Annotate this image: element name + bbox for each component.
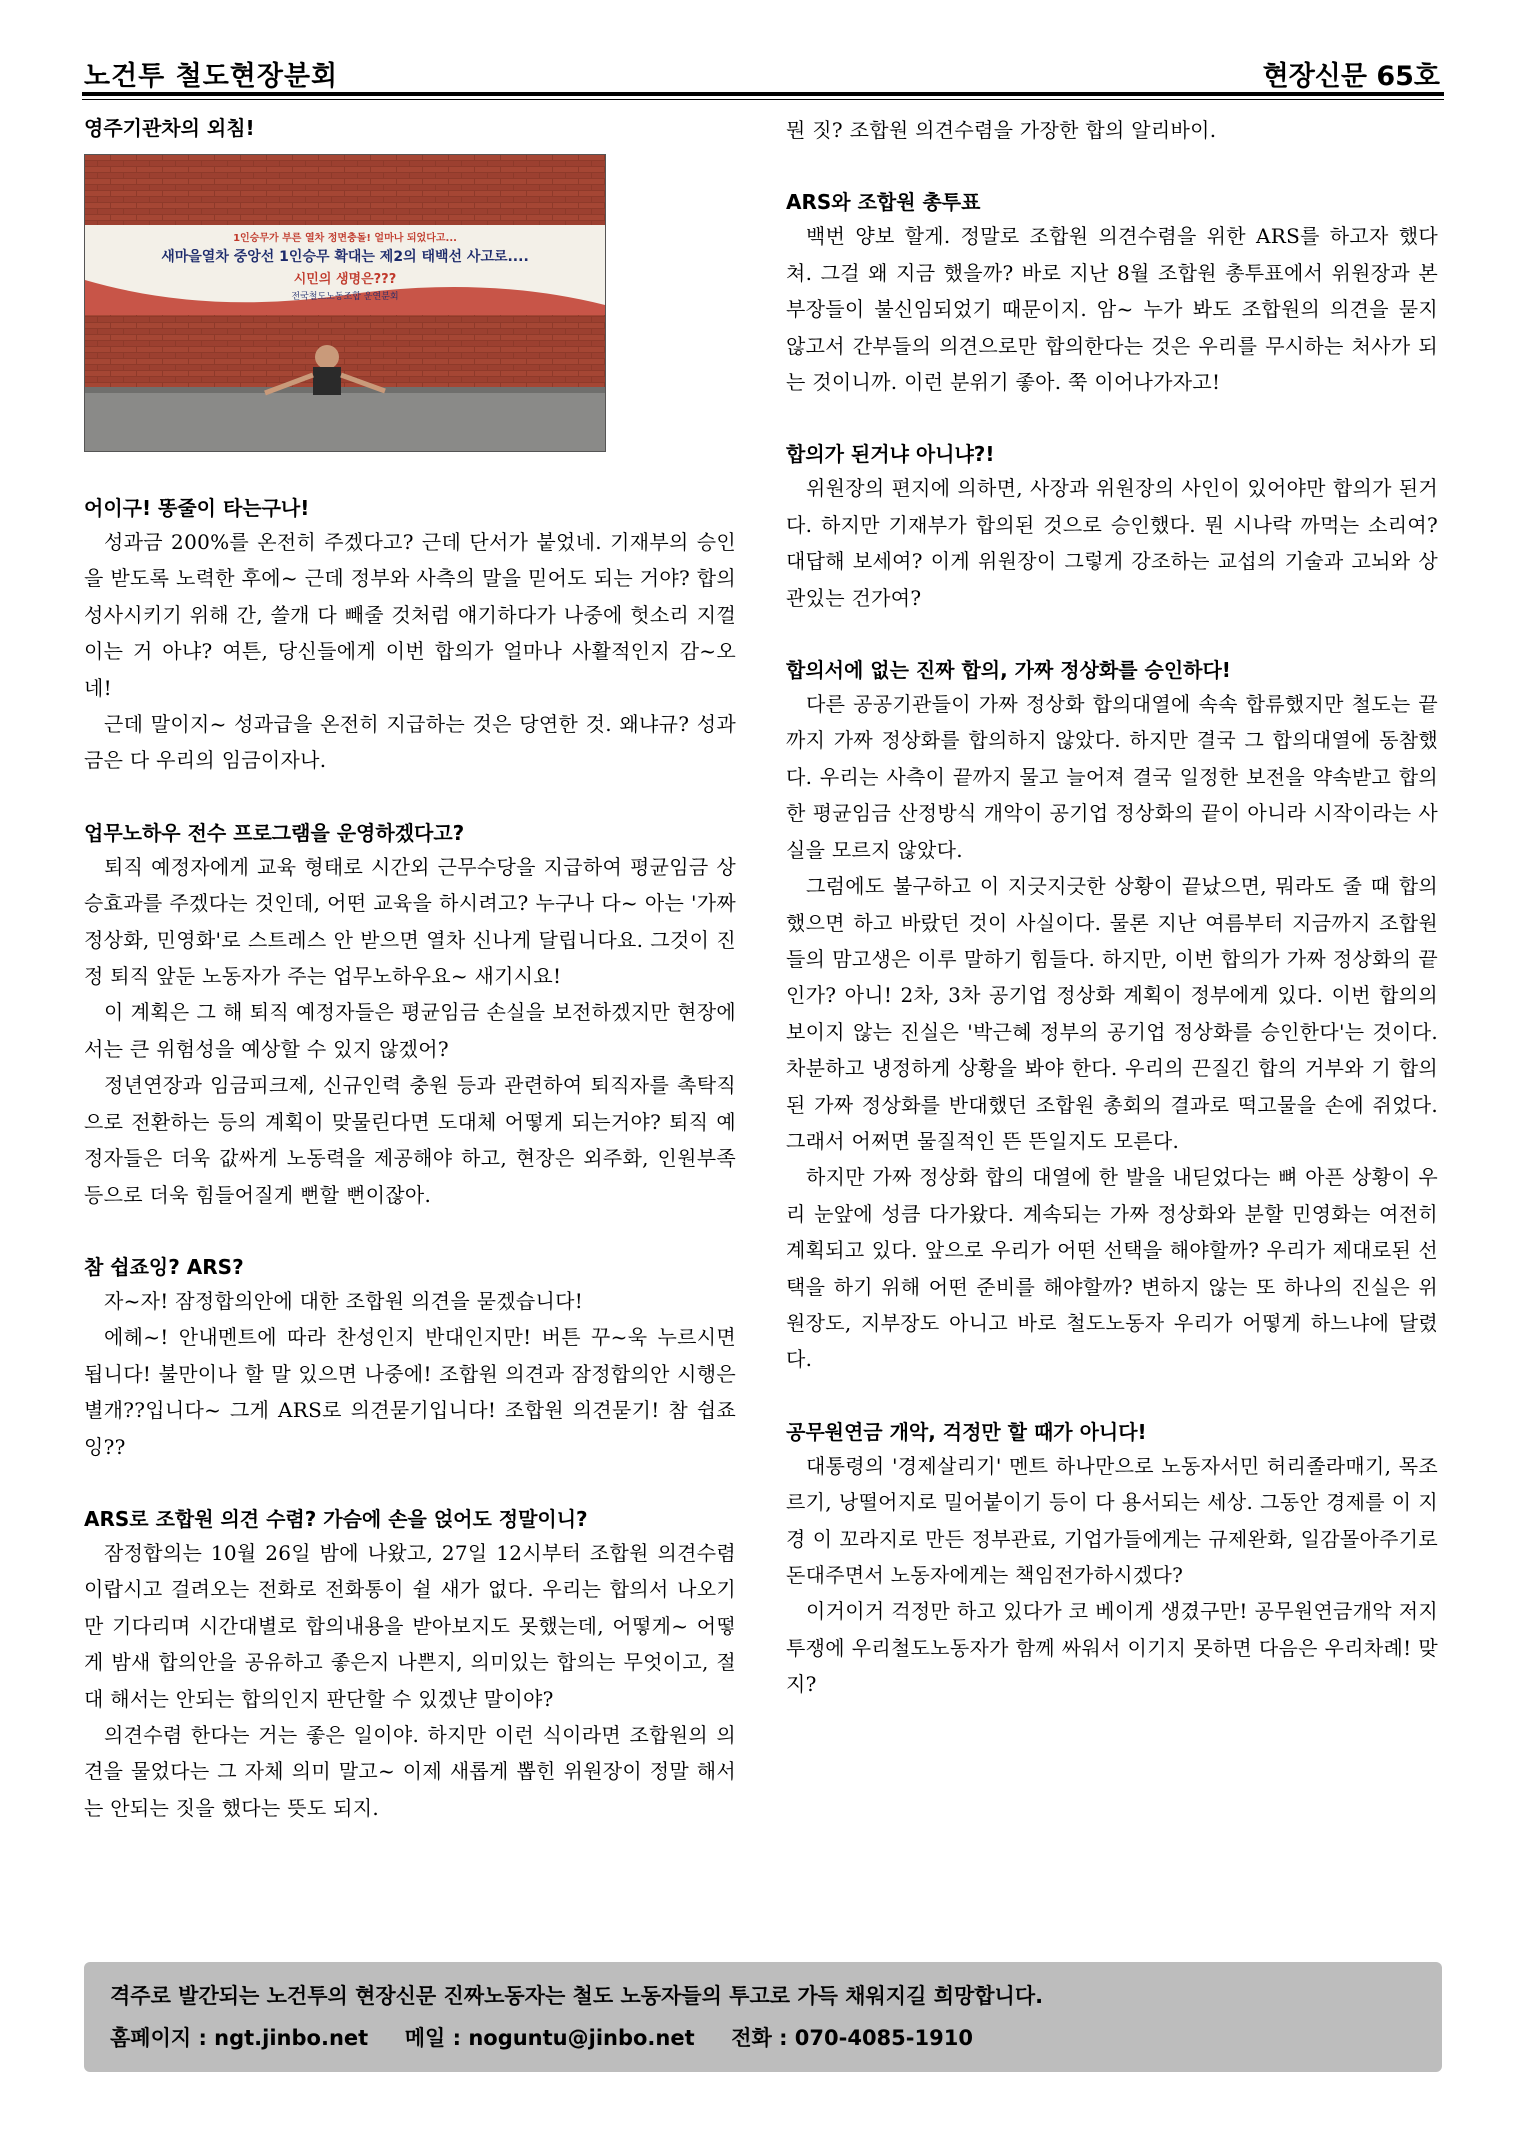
article-title: 어이구! 똥줄이 타는구나!: [84, 496, 310, 520]
article-pension: [786, 1416, 1438, 1703]
paragraph: 에헤~! 안내멘트에 따라 찬성인지 반대인지만! 버튼 꾸~욱 누르시면 됩니다! 불만이나 할 말 있으면 나중에! 조합원 의견과 잠정합의안 시행은 별개??입니다~ 그게 ARS로 의견묻기입니다! 조합원 의견묻기! 참 쉽죠잉??: [84, 1325, 736, 1459]
issue-number: 현장신문 65호: [1262, 61, 1440, 92]
footer-contact: 홈페이지 : ngt.jinbo.net 메일 : noguntu@jinbo.net 전화 : 070-4085-1910: [110, 2026, 973, 2050]
paragraph: 대통령의 '경제살리기' 멘트 하나만으로 노동자서민 허리졸라매기, 목조르기, 낭떨어지로 밀어붙이기 등이 다 용서되는 세상. 그동안 경제를 이 지경 이 꼬라지로 만든 정부관료, 기업가들에게는 규제완화, 일감몰아주기로 돈대주면서 노동자에게는 책임전가하시겠다?: [786, 1453, 1438, 1587]
footer-box: [84, 1962, 1442, 2072]
article-knowhow: [84, 817, 736, 1213]
article-ars-easy: [84, 1251, 736, 1465]
banner-org: 전국철도노동조합 운연분회: [291, 292, 399, 302]
article-title: ARS와 조합원 총투표: [786, 190, 981, 215]
left-column: [84, 112, 736, 1942]
paragraph: 의견수렴 한다는 거는 좋은 일이야. 하지만 이런 식이라면 조합원의 의견을 물었다는 그 자체 의미 말고~ 이제 새롭게 뽑힌 위원장이 정말 해서는 안되는 짓을 했다는 뜻도 되지.: [84, 1722, 736, 1820]
article-title: 합의가 된거냐 아니냐?!: [786, 442, 995, 467]
article-title: 참 쉽죠잉? ARS?: [84, 1254, 244, 1279]
article-ars-opinion: [84, 1503, 736, 1826]
article-agreement: [786, 438, 1438, 616]
article-bonus: [84, 492, 736, 779]
paragraph: 이 계획은 그 해 퇴직 예정자들은 평균임금 손실을 보전하겠지만 현장에서는 큰 위험성을 예상할 수 있지 않겠어?: [84, 1000, 736, 1061]
paragraph: 성과금 200%를 온전히 주겠다고? 근데 단서가 붙었네. 기재부의 승인을 받도록 노력한 후에~ 근데 정부와 사측의 말을 믿어도 되는 거야? 합의 성사시키기 위해 간, 쓸개 다 빼줄 것처럼 얘기하다가 나중에 헛소리 지껄이는 거 아냐? 여튼, 당신들에게 이번 합의가 얼마나 사활적인지 감~오네!: [84, 530, 736, 700]
paragraph: 뭔 짓? 조합원 의견수렴을 가장한 합의 알리바이.: [786, 118, 1217, 142]
banner-line-2: 새마을열차 중앙선 1인승무 확대는 제2의 태백선 사고로....: [161, 249, 529, 265]
paragraph: 자~자! 잠정합의안에 대한 조합원 의견을 묻겠습니다!: [104, 1288, 584, 1313]
paragraph: 근데 말이지~ 성과급을 온전히 지급하는 것은 당연한 것. 왜냐규? 성과금은 다 우리의 임금이자나.: [84, 712, 736, 773]
paragraph: 잠정합의는 10월 26일 밤에 나왔고, 27일 12시부터 조합원 의견수렴이랍시고 걸려오는 전화로 전화통이 쉴 새가 없다. 우리는 합의서 나오기만 기다리며 시간대별로 합의내용을 받아보지도 못했는데, 어떻게~ 어떻게 밤새 합의안을 공유하고 좋은지 나쁜지, 의미있는 합의는 무엇이고, 절대 해서는 안되는 합의인지 판단할 수 있겠냔 말이야?: [84, 1540, 736, 1711]
newsletter-org-name: 노건투 철도현장분회: [84, 61, 339, 92]
paragraph: 다른 공공기관들이 가짜 정상화 합의대열에 속속 합류했지만 철도는 끝까지 가짜 정상화를 합의하지 않았다. 하지만 결국 그 합의대열에 동참했다. 우리는 사측이 끝까지 물고 늘어져 결국 일정한 보전을 약속받고 합의한 평균임금 산정방식 개악이 공기업 정상화의 끝이 아니라 시작이라는 사실을 모르지 않았다.: [786, 692, 1438, 862]
article-continued: [786, 112, 1438, 148]
paragraph: 위원장의 편지에 의하면, 사장과 위원장의 사인이 있어야만 합의가 된거다. 하지만 기재부가 합의된 것으로 승인했다. 뭔 시나락 까먹는 소리여? 대답해 보세여? 이게 위원장이 그렇게 강조하는 교섭의 기술과 고뇌와 상관있는 건가여?: [786, 476, 1438, 610]
paragraph: 그럼에도 불구하고 이 지긋지긋한 상황이 끝났으면, 뭐라도 줄 때 합의했으면 하고 바랐던 것이 사실이다. 물론 지난 여름부터 지금까지 조합원들의 맘고생은 이루 말하기 힘들다. 하지만, 이번 합의가 가짜 정상화의 끝인가? 아니! 2차, 3차 공기업 정상화 계획이 정부에게 있다. 이번 합의의 보이지 않는 진실은 '박근혜 정부의 공기업 정상화를 승인한다'는 것이다. 차분하고 냉정하게 상황을 봐야 한다. 우리의 끈질긴 합의 거부와 기 합의된 가짜 정상화를 반대했던 조합원 총회의 결과로 떡고물을 손에 쥐었다. 그래서 어쩌면 물질적인 뜬 뜬일지도 모른다.: [786, 874, 1438, 1153]
banner-line-1: 1인승무가 부른 열차 정면충돌! 얼마나 되었다고...: [233, 233, 457, 244]
article-title: 공무원연금 개악, 걱정만 할 때가 아니다!: [786, 1419, 1147, 1444]
paragraph: 이거이거 걱정만 하고 있다가 코 베이게 생겼구만! 공무원연금개악 저지투쟁에 우리철도노동자가 함께 싸워서 이기지 못하면 다음은 우리차례! 맞지?: [786, 1599, 1438, 1697]
paragraph: 하지만 가짜 정상화 합의 대열에 한 발을 내딛었다는 뼈 아픈 상황이 우리 눈앞에 성큼 다가왔다. 계속되는 가짜 정상화와 분할 민영화는 여전히 계획되고 있다. 앞으로 우리가 어떤 선택을 해야할까? 우리가 제대로된 선택을 하기 위해 어떤 준비를 해야할까? 변하지 않는 또 하나의 진실은 위원장도, 지부장도 아니고 바로 철도노동자 우리가 어떻게 하느냐에 달렸다.: [786, 1165, 1438, 1372]
article-title: 영주기관차의 외침!: [84, 116, 255, 140]
header-rule-thick: [82, 92, 1444, 96]
right-column: [786, 112, 1438, 1942]
article-yeongju: [84, 112, 736, 144]
protest-banner: [85, 225, 605, 315]
article-title: 업무노하우 전수 프로그램을 운영하겠다고?: [84, 820, 465, 845]
protest-photo: [84, 154, 606, 452]
paragraph: 백번 양보 할게. 정말로 조합원 의견수렴을 위한 ARS를 하고자 했다 쳐. 그걸 왜 지금 했을까? 바로 지난 8월 조합원 총투표에서 위원장과 본부장들이 불신임되었기 때문이지. 암~ 누가 봐도 조합원의 의견을 묻지 않고서 간부들의 의견으로만 합의한다는 것은 우리를 무시하는 처사가 되는 것이니까. 이런 분위기 좋아. 쭉 이어나가자고!: [786, 224, 1438, 395]
article-title: 합의서에 없는 진짜 합의, 가짜 정상화를 승인하다!: [786, 658, 1231, 683]
header-rule-thin: [82, 99, 1444, 100]
article-fake-normalization: [786, 654, 1438, 1378]
article-title: ARS로 조합원 의견 수렴? 가슴에 손을 얹어도 정말이니?: [84, 1506, 588, 1531]
paragraph: 정년연장과 임금피크제, 신규인력 충원 등과 관련하여 퇴직자를 촉탁직으로 전환하는 등의 계획이 맞물린다면 도대체 어떻게 되는거야? 퇴직 예정자들은 더욱 값싸게 노동력을 제공해야 하고, 현장은 외주화, 인원부족 등으로 더욱 힘들어질게 뻔할 뻔이잖아.: [84, 1073, 736, 1207]
article-ars-vote: [786, 186, 1438, 400]
footer-tagline: 격주로 발간되는 노건투의 현장신문 진짜노동자는 철도 노동자들의 투고로 가득 채워지길 희망합니다.: [110, 1984, 1044, 2008]
paragraph: 퇴직 예정자에게 교육 형태로 시간외 근무수당을 지급하여 평균임금 상승효과를 주겠다는 것인데, 어떤 교육을 하시려고? 누구나 다~ 아는 '가짜정상화, 민영화'로 스트레스 안 받으면 열차 신나게 달립니다요. 그것이 진정 퇴직 앞둔 노동자가 주는 업무노하우요~ 새기시요!: [84, 854, 736, 989]
banner-line-3: 시민의 생명은???: [293, 272, 397, 287]
